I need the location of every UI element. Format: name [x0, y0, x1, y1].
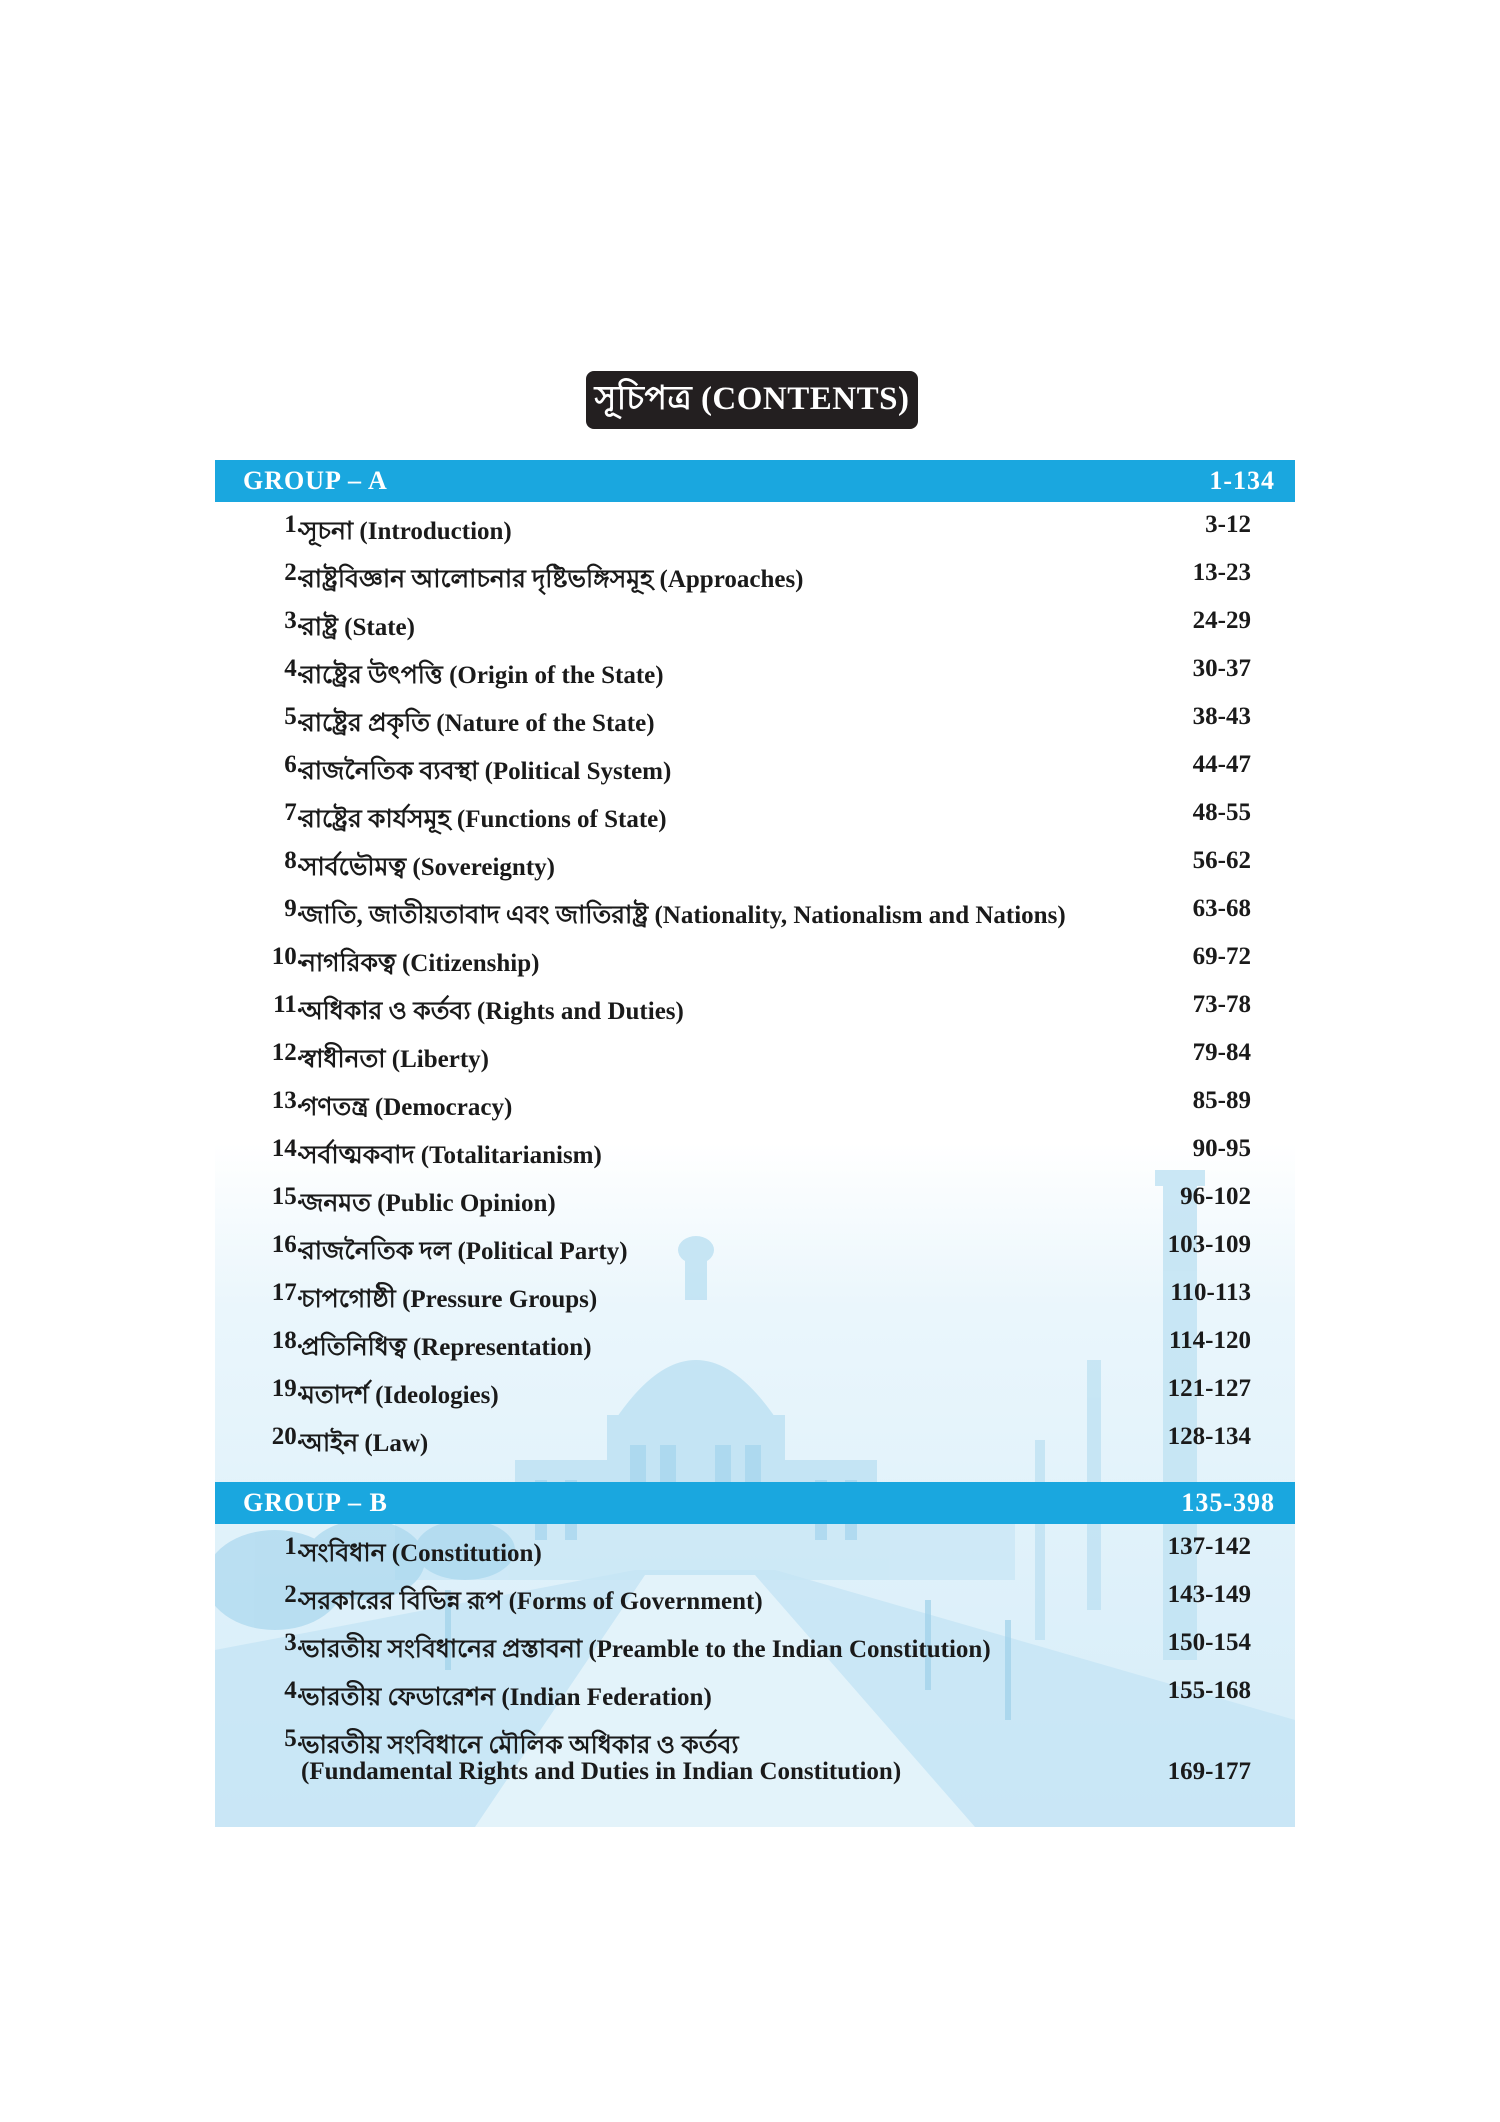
entry-number: 20. — [271, 1423, 303, 1450]
group-b-header — [215, 1482, 1295, 1524]
toc-entry — [215, 1174, 1295, 1222]
entry-number: 6. — [284, 751, 303, 778]
entry-title: জনমত (Public Opinion) — [301, 1190, 556, 1217]
entry-pages: 121-127 — [1167, 1375, 1251, 1402]
toc-entry — [215, 1126, 1295, 1174]
entry-number: 9. — [284, 895, 303, 922]
entry-title: রাজনৈতিক ব্যবস্থা (Political System) — [301, 758, 672, 785]
entry-pages: 85-89 — [1192, 1087, 1251, 1114]
entry-pages: 24-29 — [1192, 607, 1251, 634]
entry-pages: 103-109 — [1167, 1231, 1251, 1258]
entry-title: অধিকার ও কর্তব্য (Rights and Duties) — [301, 998, 684, 1025]
group-b-label: GROUP – B — [243, 1488, 388, 1517]
toc-entry — [215, 838, 1295, 886]
entry-number: 19. — [271, 1375, 303, 1402]
entry-pages: 169-177 — [1167, 1758, 1251, 1785]
contents-panel — [215, 460, 1295, 1827]
entry-title: সংবিধান (Constitution) — [301, 1540, 542, 1567]
toc-entry — [215, 790, 1295, 838]
toc-entry — [215, 934, 1295, 982]
toc-entry — [215, 1716, 1295, 1798]
entry-title: রাষ্ট্রের প্রকৃতি (Nature of the State) — [301, 710, 655, 737]
toc-entry — [215, 1078, 1295, 1126]
entry-number: 16. — [271, 1231, 303, 1258]
entry-number: 1. — [284, 511, 303, 538]
entry-number: 2. — [284, 559, 303, 586]
toc-entry — [215, 550, 1295, 598]
entry-pages: 79-84 — [1192, 1039, 1251, 1066]
entry-title: ভারতীয় সংবিধানে মৌলিক অধিকার ও কর্তব্য — [301, 1732, 739, 1759]
toc-entry — [215, 694, 1295, 742]
entry-number: 17. — [271, 1279, 303, 1306]
group-a-range: 1-134 — [1209, 466, 1275, 495]
entry-title: ভারতীয় ফেডারেশন (Indian Federation) — [301, 1684, 712, 1711]
entry-number: 8. — [284, 847, 303, 874]
entry-title: সার্বভৌমত্ব (Sovereignty) — [301, 854, 555, 881]
entry-pages: 13-23 — [1192, 559, 1251, 586]
toc-entry — [215, 742, 1295, 790]
entry-title: রাষ্ট্রের কার্যসমূহ (Functions of State) — [301, 806, 667, 833]
entry-pages: 3-12 — [1205, 511, 1251, 538]
toc-entry — [215, 1414, 1295, 1462]
entry-title: রাষ্ট্রের উৎপত্তি (Origin of the State) — [301, 662, 664, 689]
entry-pages: 128-134 — [1167, 1423, 1251, 1450]
toc-entry — [215, 646, 1295, 694]
entry-pages: 155-168 — [1167, 1677, 1251, 1704]
entry-title: ভারতীয় সংবিধানের প্রস্তাবনা (Preamble to the Indian Constitution) — [301, 1636, 991, 1663]
entry-number: 11. — [273, 991, 303, 1018]
entry-title: চাপগোষ্ঠী (Pressure Groups) — [301, 1286, 598, 1313]
entry-title: নাগরিকত্ব (Citizenship) — [301, 950, 540, 977]
toc-entry — [215, 1668, 1295, 1716]
group-a-header — [215, 460, 1295, 502]
entry-number: 1. — [284, 1533, 303, 1560]
entry-title: সরকারের বিভিন্ন রূপ (Forms of Government) — [301, 1588, 763, 1615]
entry-pages: 90-95 — [1192, 1135, 1251, 1162]
entry-pages: 96-102 — [1180, 1183, 1251, 1210]
toc-entry — [215, 1572, 1295, 1620]
entry-number: 4. — [284, 655, 303, 682]
entry-title-continued: (Fundamental Rights and Duties in Indian Constitution) — [301, 1758, 902, 1785]
entry-title: রাষ্ট্র (State) — [301, 614, 415, 641]
entry-number: 5. — [284, 1725, 303, 1752]
entry-title: সূচনা (Introduction) — [301, 518, 512, 545]
contents-title: সূচিপত্র (CONTENTS) — [586, 371, 918, 429]
entry-pages: 73-78 — [1192, 991, 1251, 1018]
entry-number: 7. — [284, 799, 303, 826]
entry-number: 10. — [271, 943, 303, 970]
group-a-label: GROUP – A — [243, 466, 388, 495]
toc-entry — [215, 886, 1295, 934]
entry-number: 14. — [271, 1135, 303, 1162]
entry-title: স্বাধীনতা (Liberty) — [301, 1046, 490, 1073]
toc-entry — [215, 598, 1295, 646]
entry-pages: 69-72 — [1192, 943, 1251, 970]
entry-number: 3. — [284, 1629, 303, 1656]
entry-pages: 48-55 — [1192, 799, 1251, 826]
toc-entry — [215, 1222, 1295, 1270]
toc-entry — [215, 1030, 1295, 1078]
entry-title: রাষ্ট্রবিজ্ঞান আলোচনার দৃষ্টিভঙ্গিসমূহ (Approaches) — [301, 566, 804, 593]
entry-pages: 114-120 — [1169, 1327, 1251, 1354]
entry-number: 2. — [284, 1581, 303, 1608]
entry-number: 5. — [284, 703, 303, 730]
entry-number: 4. — [284, 1677, 303, 1704]
entry-title: জাতি, জাতীয়তাবাদ এবং জাতিরাষ্ট্র (Nationality, Nationalism and Nations) — [301, 902, 1066, 929]
entry-number: 18. — [271, 1327, 303, 1354]
toc-entry — [215, 502, 1295, 550]
entry-pages: 56-62 — [1192, 847, 1251, 874]
toc-entry — [215, 1366, 1295, 1414]
entry-title: সর্বাত্মকবাদ (Totalitarianism) — [301, 1142, 602, 1169]
entry-number: 13. — [271, 1087, 303, 1114]
entry-pages: 30-37 — [1192, 655, 1251, 682]
toc-entry — [215, 1524, 1295, 1572]
entry-pages: 63-68 — [1192, 895, 1251, 922]
entry-pages: 44-47 — [1192, 751, 1251, 778]
entry-title: রাজনৈতিক দল (Political Party) — [301, 1238, 628, 1265]
group-a-entries — [215, 502, 1295, 1462]
group-b-entries — [215, 1524, 1295, 1798]
entry-title: প্রতিনিধিত্ব (Representation) — [301, 1334, 592, 1361]
entry-pages: 137-142 — [1167, 1533, 1251, 1560]
entry-number: 3. — [284, 607, 303, 634]
entry-number: 12. — [271, 1039, 303, 1066]
entry-number: 15. — [271, 1183, 303, 1210]
toc-entry — [215, 1318, 1295, 1366]
toc-entry — [215, 1620, 1295, 1668]
toc-entry — [215, 1270, 1295, 1318]
toc-entry — [215, 982, 1295, 1030]
entry-pages: 150-154 — [1167, 1629, 1251, 1656]
entry-title: আইন (Law) — [301, 1430, 429, 1457]
group-b-range: 135-398 — [1181, 1488, 1275, 1517]
entry-title: মতাদর্শ (Ideologies) — [301, 1382, 499, 1409]
entry-title: গণতন্ত্র (Democracy) — [301, 1094, 513, 1121]
entry-pages: 38-43 — [1192, 703, 1251, 730]
entry-pages: 110-113 — [1170, 1279, 1251, 1306]
entry-pages: 143-149 — [1167, 1581, 1251, 1608]
